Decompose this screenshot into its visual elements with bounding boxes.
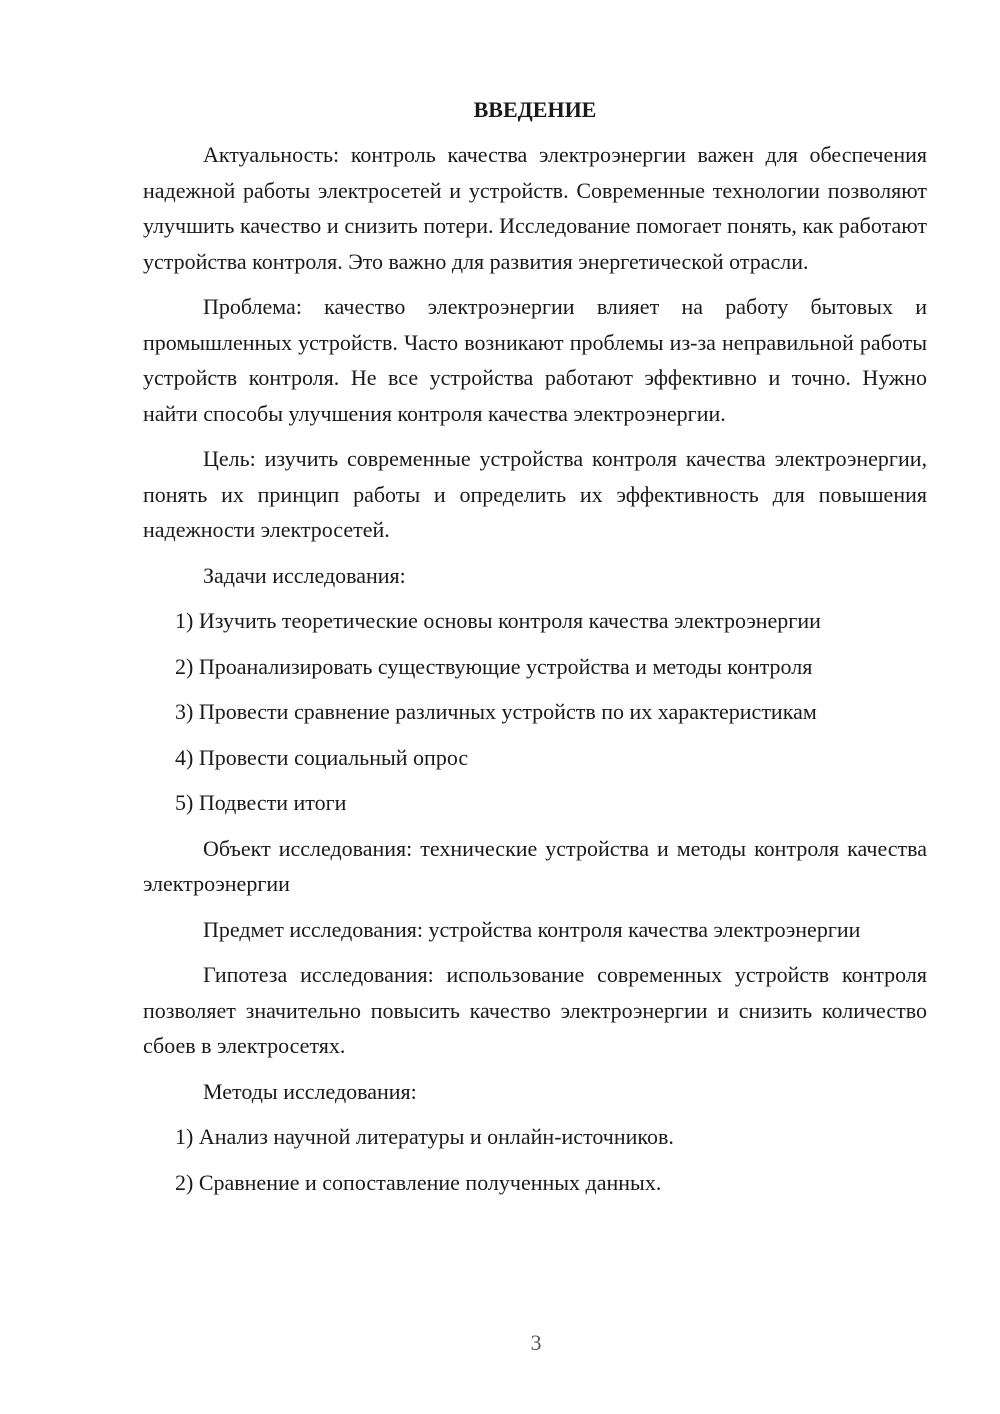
section-title: ВВЕДЕНИЕ [473,97,597,122]
task-item: 5) Подвести итоги [175,790,347,815]
task-item: 1) Изучить теоретические основы контроля качества электроэнергии [175,608,821,633]
page-number: 3 [530,1330,542,1355]
methods-list [143,1119,927,1200]
methods-heading: Методы исследования: [203,1078,417,1104]
relevance-paragraph: Актуальность: контроль качества электроэнергии важен для обеспечения надежной работы электросетей и устройств. Современные технологии позволяют улучшить качество и снизить потери. Исследование помогает понять, как работают устройства контроля. Это важно для развития энергетической отрасли. [143,142,927,274]
page-content [143,92,927,1210]
task-item: 3) Провести сравнение различных устройств по их характеристикам [175,699,817,724]
tasks-heading: Задачи исследования: [203,562,406,588]
method-item: 2) Сравнение и сопоставление полученных данных. [175,1169,662,1195]
subject-paragraph: Предмет исследования: устройства контроля качества электроэнергии [203,916,861,942]
goal-paragraph: Цель: изучить современные устройства контроля качества электроэнергии, понять их принцип работы и определить их эффективность для повышения надежности электросетей. [143,446,927,542]
task-item: 4) Провести социальный опрос [175,744,469,770]
hypothesis-paragraph: Гипотеза исследования: использование современных устройств контроля позволяет значительно повысить качество электроэнергии и снизить количество сбоев в электросетях. [143,962,927,1058]
object-paragraph: Объект исследования: технические устройства и методы контроля качества электроэнергии [143,835,927,896]
task-item: 2) Проанализировать существующие устройства и методы контроля [175,653,813,679]
method-item: 1) Анализ научной литературы и онлайн-источников. [175,1124,674,1149]
tasks-list [143,603,927,821]
problem-paragraph: Проблема: качество электроэнергии влияет на работу бытовых и промышленных устройств. Часто возникают проблемы из-за неправильной работы устройств контроля. Не все устройства работают эффективно и точно. Нужно найти способы улучшения контроля качества электроэнергии. [143,294,927,426]
